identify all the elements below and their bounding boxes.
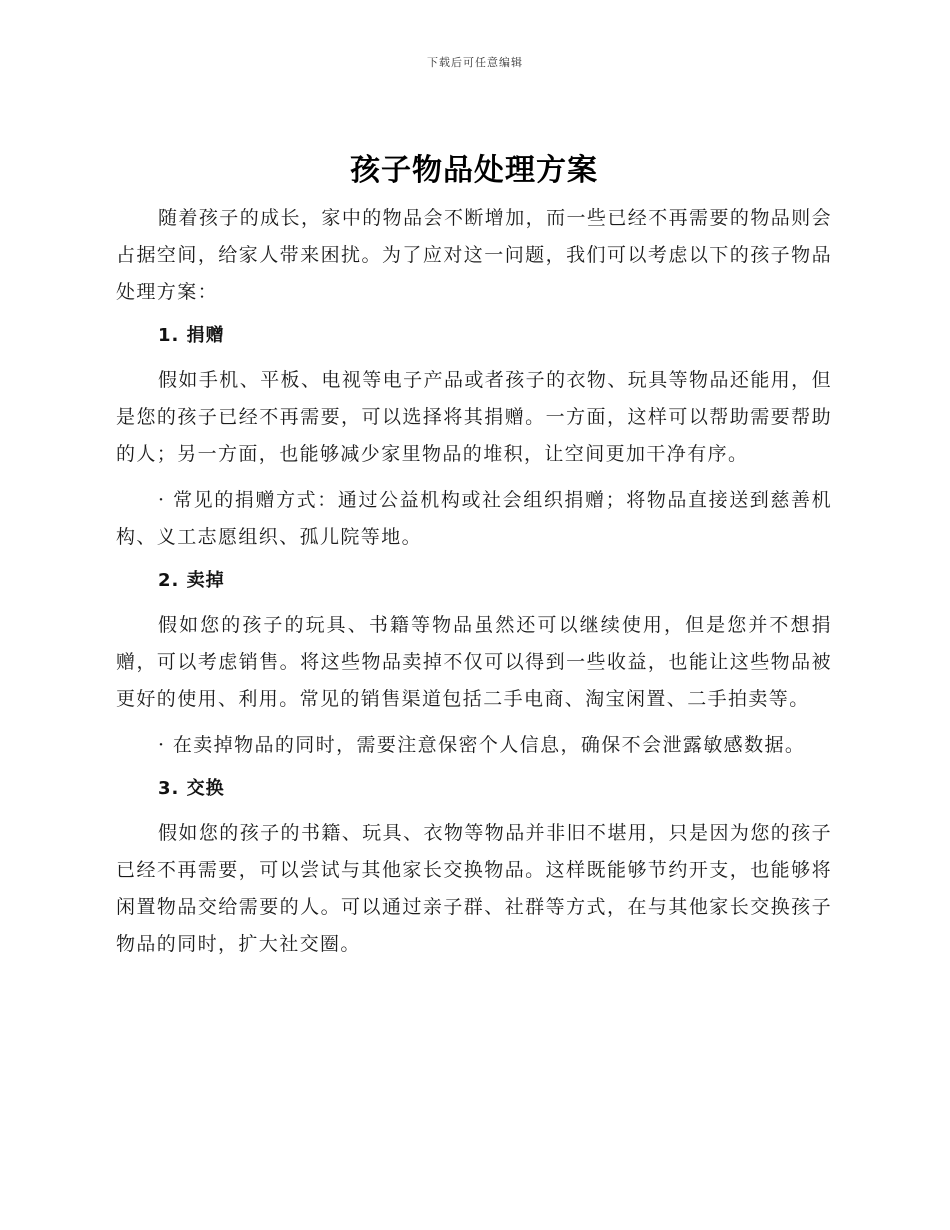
section-bullet-sell: · 在卖掉物品的同时，需要注意保密个人信息，确保不会泄露敏感数据。	[158, 734, 806, 756]
page-header-note: 下载后可任意编辑	[427, 56, 523, 69]
document-body	[116, 150, 832, 972]
section-paragraph-exchange: 假如您的孩子的书籍、玩具、衣物等物品并非旧不堪用，只是因为您的孩子已经不再需要，可以尝试与其他家长交换物品。这样既能够节约开支，也能够将闲置物品交给需要的人。可以通过亲子群、社群等方式，在与其他家长交换孩子物品的同时，扩大社交圈。	[116, 822, 832, 955]
section-paragraph-donate: 假如手机、平板、电视等电子产品或者孩子的衣物、玩具等物品还能用，但是您的孩子已经不再需要，可以选择将其捐赠。一方面，这样可以帮助需要帮助的人；另一方面，也能够减少家里物品的堆积，让空间更加干净有序。	[116, 369, 832, 465]
section-heading-exchange: 3. 交换	[158, 778, 225, 799]
intro-paragraph: 随着孩子的成长，家中的物品会不断增加，而一些已经不再需要的物品则会占据空间，给家人带来困扰。为了应对这一问题，我们可以考虑以下的孩子物品处理方案：	[116, 207, 832, 303]
section-heading-donate: 1. 捐赠	[158, 325, 225, 346]
section-heading-sell: 2. 卖掉	[158, 570, 225, 591]
section-bullet-donate: · 常见的捐赠方式：通过公益机构或社会组织捐赠；将物品直接送到慈善机构、义工志愿组织、孤儿院等地。	[116, 489, 832, 548]
section-paragraph-sell: 假如您的孩子的玩具、书籍等物品虽然还可以继续使用，但是您并不想捐赠，可以考虑销售。将这些物品卖掉不仅可以得到一些收益，也能让这些物品被更好的使用、利用。常见的销售渠道包括二手电商、淘宝闲置、二手拍卖等。	[116, 614, 832, 710]
document-title: 孩子物品处理方案	[350, 153, 598, 188]
